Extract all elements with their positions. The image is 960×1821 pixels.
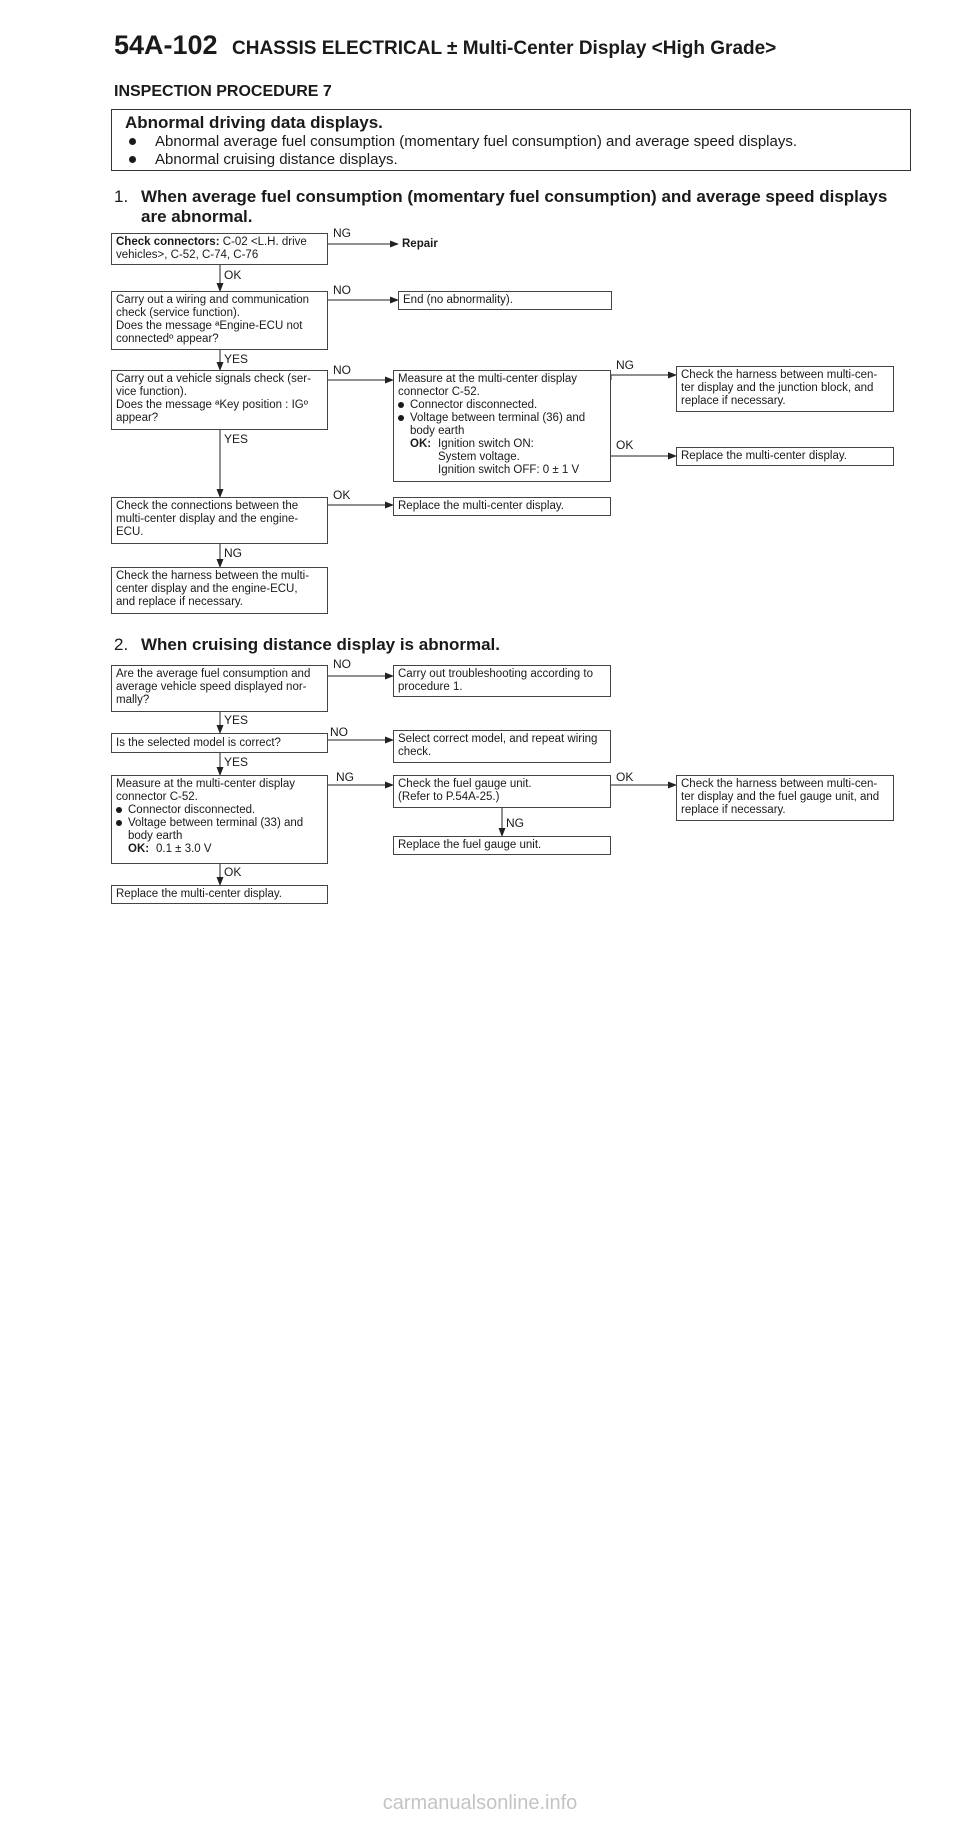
replace-display-text-c: Replace the multi-center display. bbox=[116, 888, 282, 900]
label-ok: OK bbox=[616, 438, 634, 452]
wiring-check-text: Carry out a wiring and communication check (service function). Does the message ªEngine-ECU not connectedº appear? bbox=[116, 294, 310, 345]
procedure-title: INSPECTION PROCEDURE 7 bbox=[114, 83, 332, 100]
replace-display-text-a: Replace the multi-center display. bbox=[681, 450, 847, 462]
measure-2-bullet-1: Connector disconnected. bbox=[116, 804, 255, 817]
repair-text: Repair bbox=[402, 238, 438, 250]
summary-bullet-2: Abnormal cruising distance displays. bbox=[155, 151, 398, 168]
check-connectors-text: Check connectors: C-02 <L.H. drive bbox=[116, 236, 307, 248]
label-ng: NG bbox=[506, 816, 524, 830]
label-no: NO bbox=[333, 657, 351, 671]
harness-fuel-gauge-text: Check the harness between multi-cen- ter display and the fuel gauge unit, and replace if necessary. bbox=[681, 778, 880, 816]
bullet-icon bbox=[398, 415, 404, 421]
harness-engine-ecu-text: Check the harness between the multi- center display and the engine-ECU, and replace if necessary. bbox=[116, 570, 310, 608]
measure-1-bullet-2-text: Voltage between terminal (36) and body earth bbox=[410, 412, 586, 437]
section-2-number: 2. bbox=[114, 635, 129, 654]
summary-bullet-1: Abnormal average fuel consumption (momentary fuel consumption) and average speed displays. bbox=[155, 133, 798, 150]
summary-title: Abnormal driving data displays. bbox=[125, 113, 383, 132]
measure-2-bullet-2 bbox=[116, 817, 128, 830]
measure-1-title: Measure at the multi-center display connector C-52. bbox=[398, 373, 577, 398]
page-number: 54A-102 bbox=[114, 30, 218, 60]
label-ok: OK bbox=[333, 488, 351, 502]
label-ng: NG bbox=[336, 770, 354, 784]
section-1-title-line1: When average fuel consumption (momentary fuel consumption) and average speed displays bbox=[141, 187, 888, 206]
label-ng: NG bbox=[224, 546, 242, 560]
measure-1-ok-3: Ignition switch OFF: 0 ± 1 V bbox=[438, 464, 580, 476]
label-no: NO bbox=[333, 283, 351, 297]
measure-1-ok-1: Ignition switch ON: bbox=[438, 438, 534, 450]
avg-question-text: Are the average fuel consumption and average vehicle speed displayed nor- mally? bbox=[116, 668, 311, 706]
label-no: NO bbox=[330, 725, 348, 739]
page-title: CHASSIS ELECTRICAL ± Multi-Center Display <High Grade> bbox=[232, 38, 777, 59]
label-yes: YES bbox=[224, 755, 249, 769]
measure-2-ok-1: 0.1 ± 3.0 V bbox=[156, 843, 212, 855]
label-yes: YES bbox=[224, 713, 249, 727]
section-2-title: When cruising distance display is abnormal. bbox=[141, 635, 500, 654]
measure-1-bullet-1: Connector disconnected. bbox=[398, 399, 537, 412]
measure-2-title: Measure at the multi-center display connector C-52. bbox=[116, 778, 295, 803]
label-ng: NG bbox=[616, 358, 634, 372]
replace-fuel-gauge-text: Replace the fuel gauge unit. bbox=[398, 839, 542, 851]
measure-2-ok-label: OK: bbox=[128, 843, 150, 855]
measure-1-ok-2: System voltage. bbox=[438, 451, 520, 463]
section-1-number: 1. bbox=[114, 187, 129, 206]
fuel-gauge-check-text: Check the fuel gauge unit. (Refer to P.54A-25.) bbox=[398, 778, 532, 803]
footer-watermark: carmanualsonline.info bbox=[382, 1792, 578, 1814]
label-ng: NG bbox=[333, 226, 351, 240]
bullet-icon bbox=[116, 820, 122, 826]
bullet-icon bbox=[116, 807, 122, 813]
bullet-icon bbox=[398, 402, 404, 408]
troubleshoot-text: Carry out troubleshooting according to procedure 1. bbox=[398, 668, 593, 693]
label-no: NO bbox=[333, 363, 351, 377]
replace-display-text-b: Replace the multi-center display. bbox=[398, 500, 564, 512]
end-no-abnormality-text: End (no abnormality). bbox=[403, 294, 513, 306]
measure-1-ok-label: OK: bbox=[410, 438, 432, 450]
measure-2-bullet-2-text: Voltage between terminal (33) and body earth bbox=[128, 817, 304, 842]
connections-check-text: Check the connections between the multi-center display and the engine- ECU. bbox=[116, 500, 299, 538]
signals-check-text: Carry out a vehicle signals check (ser- vice function). Does the message ªKey position : IGº appear? bbox=[116, 373, 311, 424]
harness-junction-text: Check the harness between multi-cen- ter display and the junction block, and replace if necessary. bbox=[681, 369, 878, 407]
label-yes: YES bbox=[224, 432, 249, 446]
label-ok: OK bbox=[224, 865, 242, 879]
select-model-text: Select correct model, and repeat wiring check. bbox=[398, 733, 598, 758]
label-ok: OK bbox=[224, 268, 242, 282]
model-question-text: Is the selected model is correct? bbox=[116, 737, 281, 749]
label-ok: OK bbox=[616, 770, 634, 784]
measure-1-bullet-2 bbox=[398, 412, 410, 425]
section-1-title-line2: are abnormal. bbox=[141, 207, 253, 226]
check-connectors-text-2: vehicles>, C-52, C-74, C-76 bbox=[116, 249, 259, 261]
label-yes: YES bbox=[224, 352, 249, 366]
